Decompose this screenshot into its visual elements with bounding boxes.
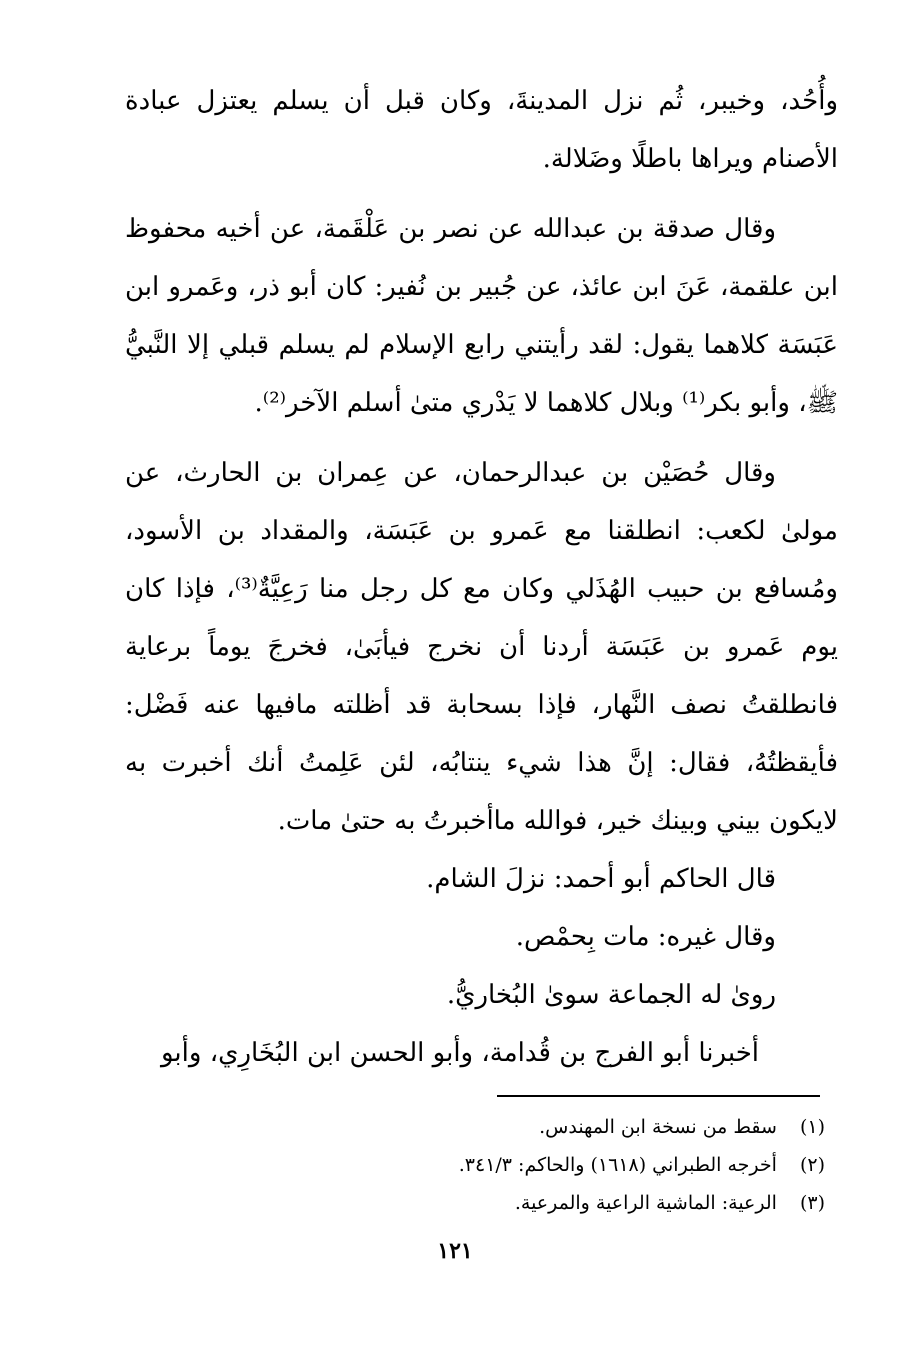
footnote-number: (٢) <box>799 1154 825 1176</box>
footnote-divider <box>497 1095 820 1097</box>
paragraph-1: وأُحُد، وخيبر، ثُم نزل المدينةَ، وكان قبل أن يسلم يعتزل عبادة الأصنام ويراها باطلًا وضَلالة. <box>125 86 838 174</box>
footnote-3 <box>125 1184 825 1222</box>
line-akhbarana: أخبرنا أبو الفرج بن قُدامة، وأبو الحسن ابن البُخَارِي، وأبو <box>161 1038 759 1068</box>
line-narrators: روىٰ له الجماعة سوىٰ البُخاريُّ. <box>446 980 776 1010</box>
line-hakim: قال الحاكم أبو أحمد: نزلَ الشام. <box>426 864 776 894</box>
page-number: ١٢١ <box>437 1238 473 1264</box>
paragraph-2: وقال صدقة بن عبدالله عن نصر بن عَلْقَمة، عن أخيه محفوظ ابن علقمة، عَنَ ابن عائذ، عن جُبير بن نُفير: كان أبو ذر، وعَمرو ابن عَبَسَة كلاهما يقول: لقد رأيتني رابع الإسلام لم يسلم قبلي إلا النَّبيُّ ﷺ، وأبو بكر⁽¹⁾ وبلال كلاهما لا يَدْري متىٰ أسلم الآخر⁽²⁾. <box>125 214 838 418</box>
footnote-1 <box>125 1108 825 1146</box>
main-text <box>125 72 838 1082</box>
footnote-number: (٣) <box>799 1192 825 1214</box>
footnote-text: أخرجه الطبراني (١٦١٨) والحاكم: ٣٤١/٣. <box>458 1154 777 1176</box>
line-other: وقال غيره: مات بِحمْص. <box>515 922 776 952</box>
footnote-text: سقط من نسخة ابن المهندس. <box>539 1116 777 1138</box>
paragraph-3: وقال حُصَيْن بن عبدالرحمان، عن عِمران بن الحارث، عن مولىٰ لكعب: انطلقنا مع عَمرو بن عَبَسَة، والمقداد بن الأسود، ومُسافع بن حبيب الهُذَلي وكان مع كل رجل منا رَعِيَّةٌ⁽³⁾، فإذا كان يوم عَمرو بن عَبَسَة أردنا أن نخرج فيأبَىٰ، فخرجَ يوماً برعاية فانطلقتُ نصف النَّهار، فإذا بسحابة قد أظلته مافيها عنه فَضْل: فأيقظتُهُ، فقال: إنَّ هذا شيء ينتابُه، لئن عَلِمتُ أنك أخبرت به لايكون بيني وبينك خير، فوالله ماأخبرتُ به حتىٰ مات. <box>125 458 838 836</box>
footnotes <box>125 1108 825 1222</box>
footnote-text: الرعية: الماشية الراعية والمرعية. <box>514 1192 777 1214</box>
footnote-number: (١) <box>799 1116 825 1138</box>
footnote-2 <box>125 1146 825 1184</box>
